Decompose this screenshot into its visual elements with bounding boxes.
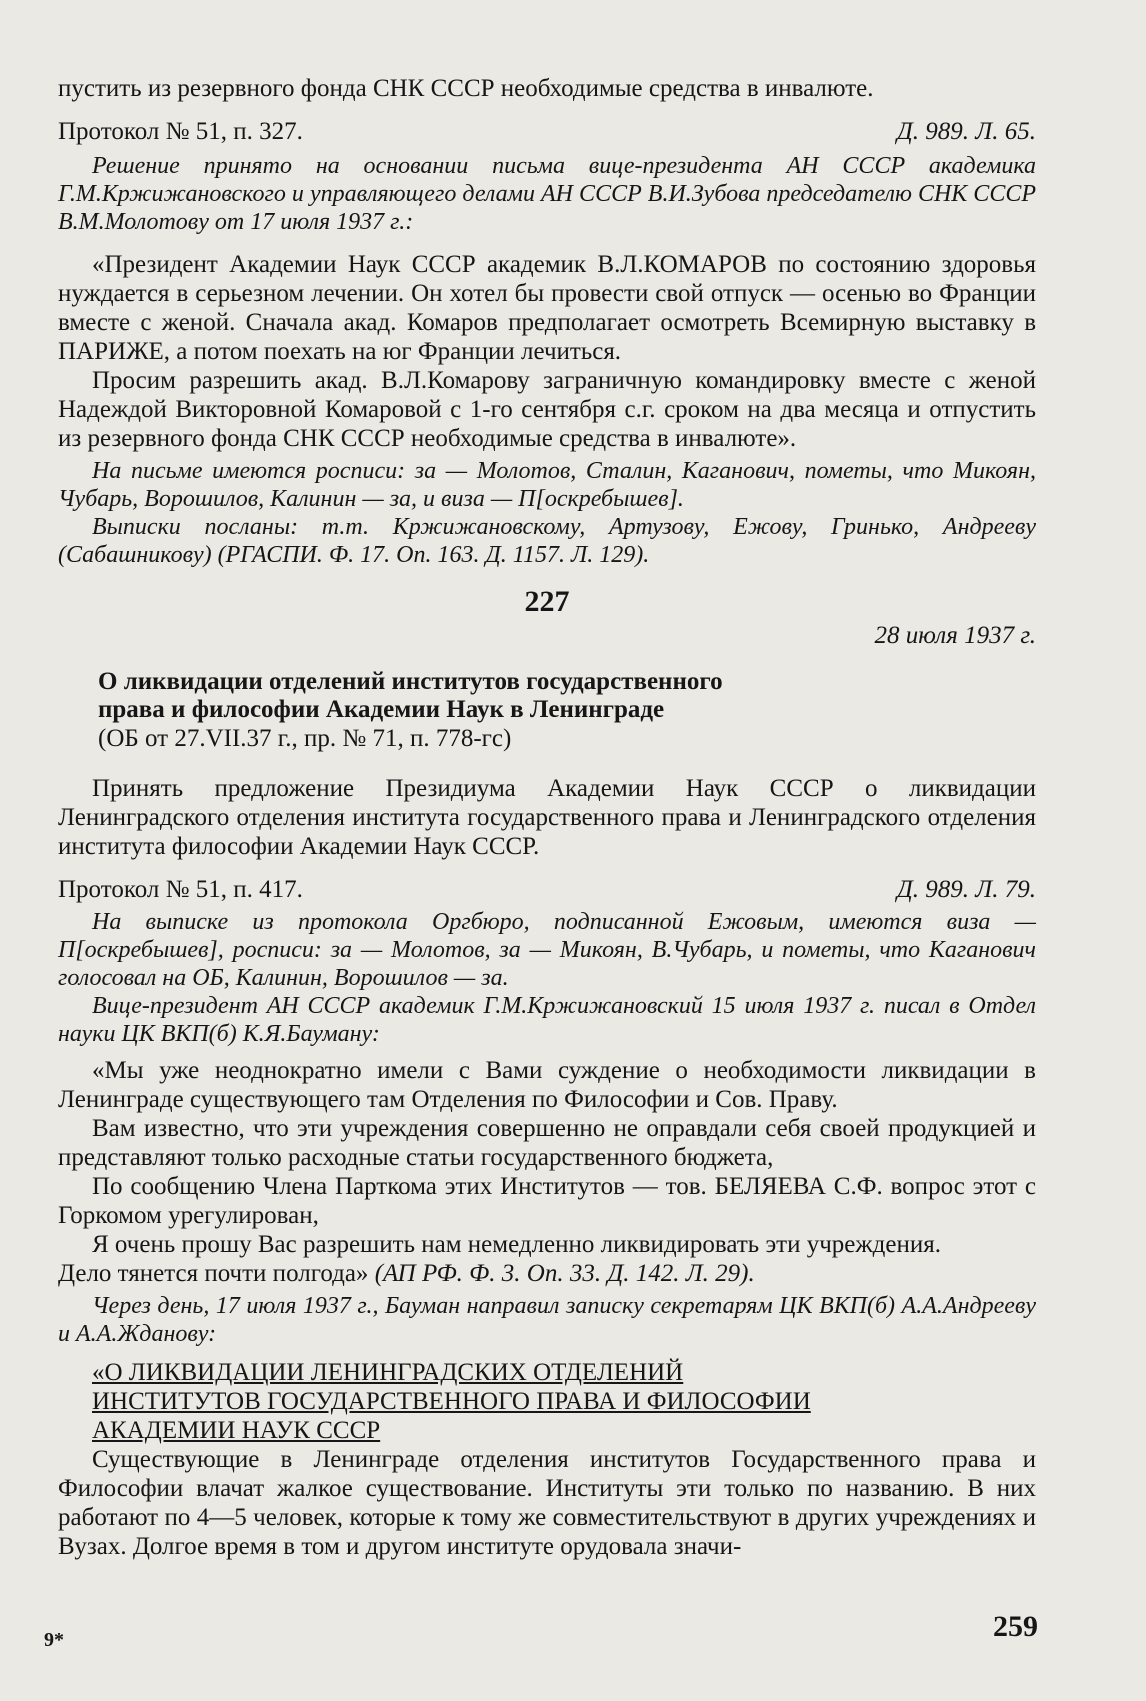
editorial-note: На выписке из протокола Оргбюро, подписанной Ежовым, имеются виза — П[оскребышев], росписи: за — Молотов, за — Микоян, В.Чубарь, и пометы, что Каганович голосовал на ОБ, Калинин, Ворошилов — за. bbox=[58, 909, 1036, 991]
document-meta: (ОБ от 27.VII.37 г., пр. № 71, п. 778-гс) bbox=[98, 725, 512, 752]
document-number: 227 bbox=[524, 585, 570, 618]
protocol-number: Протокол № 51, п. 327. bbox=[58, 118, 303, 145]
extracts-note: Выписки посланы: т.т. Кржижановскому, Артузову, Ежову, Гринько, Андрееву (Сабашникову) (РГАСПИ. Ф. 17. Оп. 163. Д. 1157. Л. 129). bbox=[58, 514, 1036, 568]
page-number: 259 bbox=[993, 1610, 1038, 1643]
memo-title-line: АКАДЕМИИ НАУК СССР bbox=[92, 1417, 381, 1444]
memo-title-line: «О ЛИКВИДАЦИИ ЛЕНИНГРАДСКИХ ОТДЕЛЕНИЙ bbox=[92, 1359, 684, 1386]
continuation-text: пустить из резервного фонда СНК СССР необходимые средства в инвалюте. bbox=[58, 75, 874, 102]
letter-paragraph bbox=[58, 1259, 1036, 1288]
protocol-row bbox=[58, 117, 1036, 146]
memo-title-line: ИНСТИТУТОВ ГОСУДАРСТВЕННОГО ПРАВА И ФИЛОСОФИИ bbox=[92, 1388, 811, 1415]
protocol-row bbox=[58, 875, 1036, 904]
letter-paragraph: Я очень прошу Вас разрешить нам немедленно ликвидировать эти учреждения. bbox=[92, 1231, 941, 1258]
signatures-note: На письме имеются росписи: за — Молотов, Сталин, Каганович, пометы, что Микоян, Чубарь, Ворошилов, Калинин — за, и виза — П[оскребышев]. bbox=[58, 458, 1036, 512]
letter-paragraph: Вам известно, что эти учреждения совершенно не оправдали себя своей продукцией и представляют только расходные статьи государственного бюджета, bbox=[58, 1115, 1036, 1171]
document-title bbox=[98, 668, 1036, 724]
document-title-line: права и философии Академии Наук в Ленинграде bbox=[98, 696, 665, 723]
archive-reference: Д. 989. Л. 65. bbox=[896, 118, 1036, 145]
editorial-note: Решение принято на основании письма вице-президента АН СССР академика Г.М.Кржижановского и управляющего делами АН СССР В.И.Зубова председателю СНК СССР В.М.Молотову от 17 июля 1937 г.: bbox=[58, 153, 1036, 235]
signature-mark: 9* bbox=[44, 1629, 64, 1651]
memo-title bbox=[92, 1358, 1036, 1445]
editorial-note: Вице-президент АН СССР академик Г.М.Кржижановский 15 июля 1937 г. писал в Отдел науки ЦК ВКП(б) К.Я.Бауману: bbox=[58, 993, 1036, 1047]
document-title-line: О ликвидации отделений институтов государственного bbox=[98, 668, 723, 695]
document-date: 28 июля 1937 г. bbox=[874, 622, 1036, 649]
memo-body: Существующие в Ленинграде отделения институтов Государственного права и Философии влачат жалкое существование. Институты эти только по названию. В них работают по 4—5 человек, которые к тому же совместительствуют в других учреждениях и Вузах. Долгое время в том и другом институте орудовала значи- bbox=[58, 1446, 1036, 1560]
letter-paragraph: По сообщению Члена Парткома этих Институтов — тов. БЕЛЯЕВА С.Ф. вопрос этот с Горкомом урегулирован, bbox=[58, 1173, 1036, 1229]
protocol-number: Протокол № 51, п. 417. bbox=[58, 876, 303, 903]
editorial-note: Через день, 17 июля 1937 г., Бауман направил записку секретарям ЦК ВКП(б) А.А.Андрееву и А.А.Жданову: bbox=[58, 1293, 1036, 1347]
archive-reference: Д. 989. Л. 79. bbox=[896, 876, 1036, 903]
letter-closing-text: Дело тянется почти полгода» bbox=[58, 1260, 369, 1287]
resolution-text: Принять предложение Президиума Академии Наук СССР о ликвидации Ленинградского отделения института государственного права и Ленинградского отделения института философии Академии Наук СССР. bbox=[58, 775, 1036, 860]
archive-reference: (АП РФ. Ф. 3. Оп. 33. Д. 142. Л. 29). bbox=[374, 1260, 755, 1287]
letter-paragraph: Просим разрешить акад. В.Л.Комарову заграничную командировку вместе с женой Надеждой Викторовной Комаровой с 1-го сентября с.г. сроком на два месяца и отпустить из резервного фонда СНК СССР необходимые средства в инвалюте». bbox=[58, 367, 1036, 452]
letter-paragraph: «Президент Академии Наук СССР академик В.Л.КОМАРОВ по состоянию здоровья нуждается в серьезном лечении. Он хотел бы провести свой отпуск — осенью во Франции вместе с женой. Сначала акад. Комаров предполагает осмотреть Всемирную выставку в ПАРИЖЕ, а потом поехать на юг Франции лечиться. bbox=[58, 251, 1036, 365]
letter-paragraph: «Мы уже неоднократно имели с Вами суждение о необходимости ликвидации в Ленинграде существующего там Отделения по Философии и Сов. Праву. bbox=[58, 1057, 1036, 1113]
page-footer bbox=[0, 1612, 1146, 1652]
